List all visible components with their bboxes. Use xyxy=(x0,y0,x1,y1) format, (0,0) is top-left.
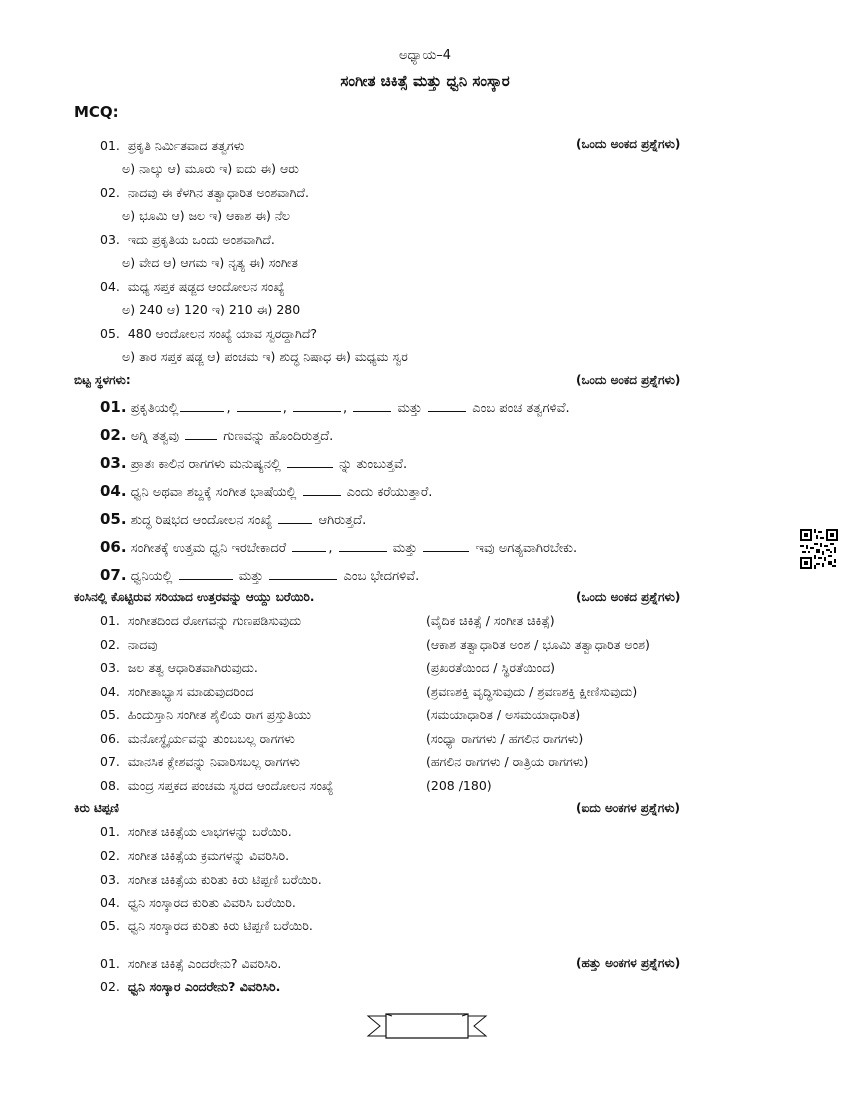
choice-options: (ಶ್ರವಣಶಕ್ತಿ ವೃದ್ಧಿಸುವುದು / ಶ್ರವಣಶಕ್ತಿ ಕ್ಷೀಣಿಸುವುದು) xyxy=(426,684,638,699)
item-number: 04. xyxy=(100,684,120,699)
item-number: 02. xyxy=(100,637,120,652)
fill-blank-item xyxy=(100,426,333,444)
item-number: 01. xyxy=(100,956,120,971)
choice-options: (ಸಂಧ್ಯಾ ರಾಗಗಳು / ಹಗಲಿನ ರಾಗಗಳು) xyxy=(426,731,584,746)
item-text: ಮತ್ತು xyxy=(397,401,422,416)
choice-options: (ಆಕಾಶ ತತ್ವಾಧಾರಿತ ಅಂಶ / ಭೂಮಿ ತತ್ವಾಧಾರಿತ ಅಂಶ) xyxy=(426,637,650,652)
blank-line xyxy=(292,540,326,552)
choose-item xyxy=(100,778,333,794)
mcq-options: ಅ) ಭೂಮಿ ಆ) ಜಲ ಇ) ಆಕಾಶ ಈ) ನೆಲ xyxy=(122,208,291,223)
choice-options: (ಹಗಲಿನ ರಾಗಗಳು / ರಾತ್ರಿಯ ರಾಗಗಳು) xyxy=(426,754,589,769)
mcq-heading: MCQ: xyxy=(74,103,119,121)
blank-line xyxy=(287,456,333,468)
short-notes-heading: ಕಿರು ಟಿಪ್ಪಣಿ xyxy=(74,801,119,815)
item-text: ಸಂಗೀತಾಭ್ಯಾಸ ಮಾಡುವುದರಿಂದ xyxy=(127,684,254,699)
choose-item xyxy=(100,613,301,629)
fill-blanks-heading: ಬಿಟ್ಟ ಸ್ಥಳಗಳು: xyxy=(74,373,131,387)
item-number: 03. xyxy=(100,872,120,887)
item-text: ಸಂಗೀತ ಚಿಕಿತ್ಸೆಯ ಲಾಭಗಳನ್ನು ಬರೆಯಿರಿ. xyxy=(127,824,292,839)
item-text: ಸಂಗೀತ ಚಿಕಿತ್ಸೆಯ ಕುರಿತು ಕಿರು ಟಿಪ್ಪಣಿ ಬರೆಯಿರಿ. xyxy=(127,872,322,887)
item-text: ಹಿಂದುಸ್ತಾನಿ ಸಂಗೀತ ಶೈಲಿಯ ರಾಗ ಪ್ರಸ್ತುತಿಯು xyxy=(127,707,312,722)
mcq-question xyxy=(100,326,317,342)
item-text: ನ್ನು ತುಂಬುತ್ತವೆ. xyxy=(339,457,408,472)
question-number: 05. xyxy=(100,326,120,341)
item-text: ಮನೋಸ್ಥೈರ್ಯವನ್ನು ತುಂಬಬಲ್ಲ ರಾಗಗಳು xyxy=(127,731,295,746)
item-number: 07. xyxy=(100,566,127,584)
choose-item xyxy=(100,754,300,770)
question-number: 01. xyxy=(100,138,120,153)
blank-line xyxy=(269,568,337,580)
question-text: ನಾದವು ಈ ಕೆಳಗಿನ ತತ್ವಾಧಾರಿತ ಅಂಶವಾಗಿದೆ. xyxy=(127,185,309,200)
blank-line xyxy=(353,400,391,412)
choice-options: (208 /180) xyxy=(426,778,492,793)
choose-answer-marks-label: (ಒಂದು ಅಂಕದ ಪ್ರಶ್ನೆಗಳು) xyxy=(576,590,681,604)
blank-line xyxy=(179,568,233,580)
blank-line xyxy=(293,400,341,412)
mcq-options: ಅ) ತಾರ ಸಪ್ತಕ ಷಡ್ಜ ಆ) ಪಂಚಮ ಇ) ಶುದ್ಧ ನಿಷಾಧ ಈ) ಮಧ್ಯಮ ಸ್ವರ xyxy=(122,349,408,364)
item-number: 02. xyxy=(100,848,120,863)
choice-options: (ಸಮಯಾಧಾರಿತ / ಅಸಮಯಾಧಾರಿತ) xyxy=(426,707,581,722)
page-title: ಸಂಗೀತ ಚಿಕಿತ್ಸೆ ಮತ್ತು ಧ್ವನಿ ಸಂಸ್ಕಾರ xyxy=(340,72,510,90)
item-number: 07. xyxy=(100,754,120,769)
qr-code xyxy=(800,529,838,569)
question-text: ಮಧ್ಯ ಸಪ್ತಕ ಷಡ್ಜದ ಆಂದೋಲನ ಸಂಖ್ಯೆ xyxy=(127,279,285,294)
question-number: 04. xyxy=(100,279,120,294)
mcq-options: ಅ) 240 ಆ) 120 ಇ) 210 ಈ) 280 xyxy=(122,302,301,317)
item-number: 08. xyxy=(100,778,120,793)
mcq-marks-label: (ಒಂದು ಅಂಕದ ಪ್ರಶ್ನೆಗಳು) xyxy=(576,137,681,151)
item-text: ಧ್ವನಿ ಸಂಸ್ಕಾರ ಎಂದರೇನು? ವಿವರಿಸಿರಿ. xyxy=(127,979,281,994)
item-text: ಮತ್ತು xyxy=(392,541,418,556)
item-text: ಎಂಬ ಭೇದಗಳಿವೆ. xyxy=(343,569,420,584)
item-text: ಸಂಗೀತ ಚಿಕಿತ್ಸೆ ಎಂದರೇನು? ವಿವರಿಸಿರಿ. xyxy=(127,956,282,971)
item-number: 05. xyxy=(100,918,120,933)
item-text: ಸಂಗೀತಕ್ಕೆ ಉತ್ತಮ ಧ್ವನಿ ಇರಬೇಕಾದರೆ xyxy=(130,541,287,556)
item-number: 06. xyxy=(100,731,120,746)
mcq-question xyxy=(100,185,309,201)
item-text: , xyxy=(282,401,287,416)
item-text: ಶುದ್ಧ ರಿಷಭದ ಆಂದೋಲನ ಸಂಖ್ಯೆ xyxy=(130,513,273,528)
fill-blank-item xyxy=(100,482,432,500)
choice-options: (ಪ್ರಖರತೆಯಿಂದ / ಸ್ಥಿರತೆಯಿಂದ) xyxy=(426,660,556,675)
item-text: ಗುಣವನ್ನು ಹೊಂದಿರುತ್ತದೆ. xyxy=(223,429,334,444)
blank-line xyxy=(423,540,469,552)
item-number: 03. xyxy=(100,454,127,472)
blank-line xyxy=(278,512,312,524)
blank-line xyxy=(185,428,217,440)
long-answer-item xyxy=(100,979,280,995)
blank-line xyxy=(303,484,341,496)
blank-line xyxy=(428,400,466,412)
blank-line xyxy=(237,400,281,412)
choose-answer-heading: ಕಂಸಿನಲ್ಲಿ ಕೊಟ್ಟಿರುವ ಸರಿಯಾದ ಉತ್ತರವನ್ನು ಆಯ್ದು ಬರೆಯಿರಿ. xyxy=(74,590,315,604)
mcq-question xyxy=(100,279,285,295)
item-number: 01. xyxy=(100,824,120,839)
item-text: ಮಂದ್ರ ಸಪ್ತಕದ ಪಂಚಮ ಸ್ವರದ ಆಂದೋಲನ ಸಂಖ್ಯೆ xyxy=(127,778,334,793)
question-text: 480 ಆಂದೋಲನ ಸಂಖ್ಯೆ ಯಾವ ಸ್ವರದ್ದಾಗಿದೆ? xyxy=(127,326,318,341)
mcq-options: ಅ) ನಾಲ್ಕು ಆ) ಮೂರು ಇ) ಐದು ಈ) ಆರು xyxy=(122,161,299,176)
item-text: , xyxy=(226,401,231,416)
item-number: 05. xyxy=(100,707,120,722)
choose-item xyxy=(100,707,311,723)
short-note-item xyxy=(100,824,292,840)
item-text: ಸಂಗೀತ ಚಿಕಿತ್ಸೆಯ ಕ್ರಮಗಳನ್ನು ವಿವರಿಸಿರಿ. xyxy=(127,848,290,863)
item-text: , xyxy=(343,401,348,416)
choice-options: (ವೈದಿಕ ಚಿಕಿತ್ಸೆ / ಸಂಗೀತ ಚಿಕಿತ್ಸೆ) xyxy=(426,613,555,628)
short-note-item xyxy=(100,848,289,864)
blank-line xyxy=(180,400,224,412)
item-text: ಮಾನಸಿಕ ಕ್ಲೇಶವನ್ನು ನಿವಾರಿಸಬಲ್ಲ ರಾಗಗಳು xyxy=(127,754,300,769)
choose-item xyxy=(100,637,157,653)
question-number: 02. xyxy=(100,185,120,200)
item-text: ಅಗ್ನಿ ತತ್ವವು xyxy=(130,429,179,444)
item-number: 05. xyxy=(100,510,127,528)
item-text: ಆಗಿರುತ್ತದೆ. xyxy=(318,513,367,528)
chapter-number: ಅಧ್ಯಾಯ–4 xyxy=(398,48,452,63)
item-text: ಧ್ವನಿ ಸಂಸ್ಕಾರದ ಕುರಿತು ವಿವರಿಸಿ ಬರೆಯಿರಿ. xyxy=(127,895,296,910)
item-text: ನಾದವು xyxy=(127,637,158,652)
item-text: ಮತ್ತು xyxy=(238,569,264,584)
item-text: ಇವು ಅಗತ್ಯವಾಗಿರಬೇಕು. xyxy=(475,541,578,556)
fill-blank-item xyxy=(100,398,570,416)
item-text: ಎಂಬ ಪಂಚ ತತ್ವಗಳಿವೆ. xyxy=(472,401,570,416)
question-number: 03. xyxy=(100,232,120,247)
long-answer-item xyxy=(100,956,281,972)
item-text: ಧ್ವನಿ ಅಥವಾ ಶಬ್ದಕ್ಕೆ ಸಂಗೀತ ಭಾಷೆಯಲ್ಲಿ xyxy=(130,485,297,500)
choose-item xyxy=(100,660,258,676)
item-number: 03. xyxy=(100,660,120,675)
item-text: ಎಂದು ಕರೆಯುತ್ತಾರೆ. xyxy=(346,485,433,500)
short-note-item xyxy=(100,895,296,911)
fill-blanks-marks-label: (ಒಂದು ಅಂಕದ ಪ್ರಶ್ನೆಗಳು) xyxy=(576,373,681,387)
item-number: 01. xyxy=(100,613,120,628)
item-text: ಪ್ರಾತಃ ಕಾಲಿನ ರಾಗಗಳು ಮನುಷ್ಯನಲ್ಲಿ xyxy=(130,457,281,472)
choose-item xyxy=(100,684,254,700)
item-text: ಧ್ವನಿಯಲ್ಲಿ xyxy=(130,569,173,584)
ribbon-ornament xyxy=(366,1011,488,1041)
item-number: 02. xyxy=(100,979,120,994)
short-notes-marks-label: (ಐದು ಅಂಕಗಳ ಪ್ರಶ್ನೆಗಳು) xyxy=(576,801,681,815)
fill-blank-item xyxy=(100,454,407,472)
fill-blank-item xyxy=(100,538,577,556)
item-number: 01. xyxy=(100,398,127,416)
fill-blank-item xyxy=(100,510,366,528)
fill-blank-item xyxy=(100,566,419,584)
item-text: ಸಂಗೀತದಿಂದ ರೋಗವನ್ನು ಗುಣಪಡಿಸುವುದು xyxy=(127,613,302,628)
mcq-options: ಅ) ವೇದ ಆ) ಆಗಮ ಇ) ನೃತ್ಯ ಈ) ಸಂಗೀತ xyxy=(122,255,298,270)
item-number: 04. xyxy=(100,895,120,910)
short-note-item xyxy=(100,918,313,934)
item-text: , xyxy=(328,541,333,556)
long-answer-marks-label: (ಹತ್ತು ಅಂಕಗಳ ಪ್ರಶ್ನೆಗಳು) xyxy=(576,956,681,970)
item-number: 06. xyxy=(100,538,127,556)
blank-line xyxy=(339,540,387,552)
item-text: ಧ್ವನಿ ಸಂಸ್ಕಾರದ ಕುರಿತು ಕಿರು ಟಿಪ್ಪಣಿ ಬರೆಯಿರಿ. xyxy=(127,918,313,933)
item-text: ಪ್ರಕೃತಿಯಲ್ಲಿ xyxy=(130,401,179,416)
mcq-question xyxy=(100,232,275,248)
item-text: ಜಲ ತತ್ವ ಆಧಾರಿತವಾಗಿರುವುದು. xyxy=(127,660,258,675)
item-number: 02. xyxy=(100,426,127,444)
question-text: ಇದು ಪ್ರಕೃತಿಯ ಒಂದು ಅಂಶವಾಗಿದೆ. xyxy=(127,232,275,247)
question-text: ಪ್ರಕೃತಿ ನಿರ್ಮಿತವಾದ ತತ್ವಗಳು xyxy=(127,138,245,153)
mcq-question xyxy=(100,138,244,154)
item-number: 04. xyxy=(100,482,127,500)
choose-item xyxy=(100,731,295,747)
short-note-item xyxy=(100,872,322,888)
